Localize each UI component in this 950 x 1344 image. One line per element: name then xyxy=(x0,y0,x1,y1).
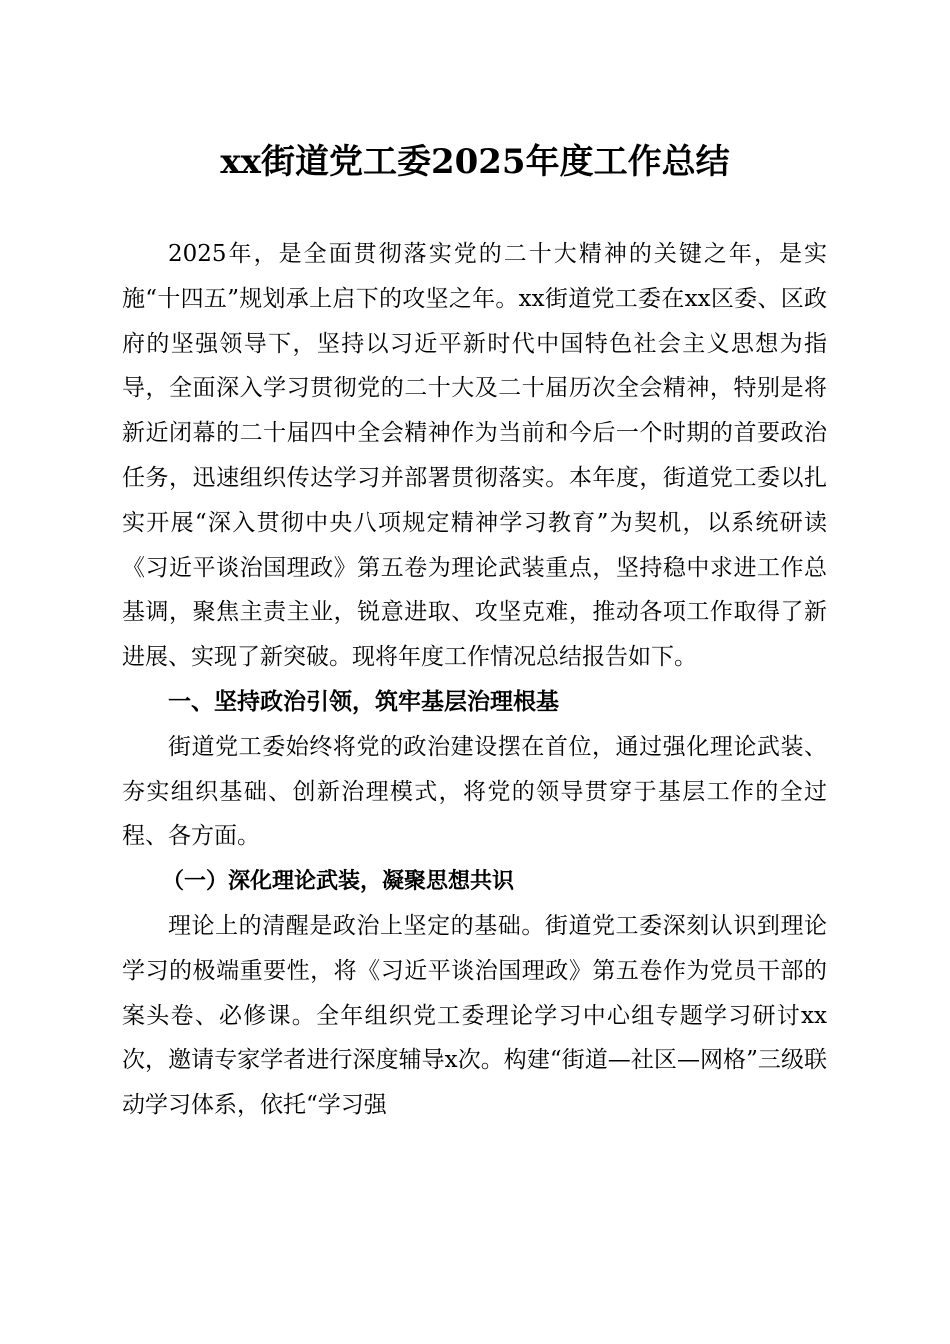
subsection-heading-1: （一）深化理论武装，凝聚思想共识 xyxy=(162,868,515,895)
section-1-paragraph: 街道党工委始终将党的政治建设摆在首位，通过强化理论武装、夯实组织基础、创新治理模式，将党的领导贯穿于基层工作的全过程、各方面。 xyxy=(122,733,827,850)
subsection-1-paragraph: 理论上的清醒是政治上坚定的基础。街道党工委深刻认识到理论学习的极端重要性，将《习近平谈治国理政》第五卷作为党员干部的案头卷、必修课。全年组织党工委理论学习中心组专题学习研讨xx次，邀请专家学者进行深度辅导x次。构建“街道—社区—网格”三级联动学习体系，依托“学习强 xyxy=(122,912,827,1119)
document-body xyxy=(122,232,827,1128)
intro-paragraph: 2025年，是全面贯彻落实党的二十大精神的关键之年，是实施“十四五”规划承上启下的攻坚之年。xx街道党工委在xx区委、区政府的坚强领导下，坚持以习近平新时代中国特色社会主义思想为指导，全面深入学习贯彻党的二十大及二十届历次全会精神，特别是将新近闭幕的二十届四中全会精神作为当前和今后一个时期的首要政治任务，迅速组织传达学习并部署贯彻落实。本年度，街道党工委以扎实开展“深入贯彻中央八项规定精神学习教育”为契机，以系统研读《习近平谈治国理政》第五卷为理论武装重点，坚持稳中求进工作总基调，聚焦主责主业，锐意进取、攻坚克难，推动各项工作取得了新进展、实现了新突破。现将年度工作情况总结报告如下。 xyxy=(122,241,827,671)
section-heading-1: 一、坚持政治引领，筑牢基层治理根基 xyxy=(168,688,559,715)
document-title: xx街道党工委2025年度工作总结 xyxy=(220,142,730,182)
